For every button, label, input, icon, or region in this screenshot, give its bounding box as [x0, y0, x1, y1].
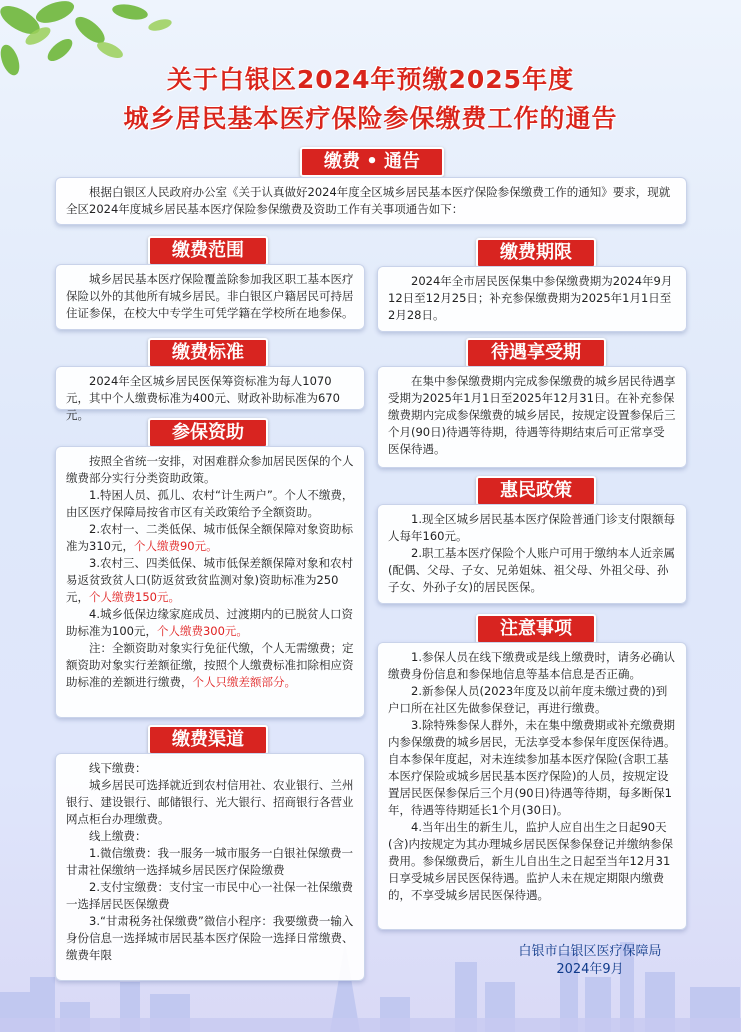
channel-online-3: 3.“甘肃税务社保缴费”微信小程序：我要缴费一输入身份信息一选择城市居民基本医疗保险一选择日常缴费、缴费年限	[66, 914, 354, 962]
notes-tag: 注意事项	[476, 614, 596, 644]
channel-box	[55, 753, 365, 981]
notes-item-3: 3.除特殊参保人群外，未在集中缴费期或补充缴费期内参保缴费的城乡居民，无法享受本参保年度医保待遇。自本参保年度起，对未连续参加基本医疗保险(含职工基本医疗保险或城乡居民基本医疗保险)的人员，按规定设置居民医保参保后三个月(90日)待遇等待期，每多断保1年，待遇等待期延长1个月(30日)。	[388, 718, 676, 817]
signature-date: 2024年9月	[556, 962, 624, 977]
aid-note-highlight: 个人只缴差额部分。	[192, 675, 296, 689]
standard-tag: 缴费标准	[148, 338, 268, 368]
period-box	[377, 266, 687, 332]
scope-box	[55, 264, 365, 330]
aid-item-3-amount: 个人缴费150元。	[89, 590, 180, 604]
notes-box	[377, 642, 687, 930]
aid-note: 注：全额资助对象实行免征代缴，个人无需缴费；定额资助对象实行差额征缴，按照个人缴费标准扣除相应资助标准的差额进行缴费，个人只缴差额部分。	[66, 641, 354, 689]
aid-item-4: 4.城乡低保边缘家庭成员、过渡期内的已脱贫人口资助标准为100元，个人缴费300元。	[66, 607, 353, 638]
policy-item-1: 1.现全区城乡居民基本医疗保险普通门诊支付限额每人每年160元。	[388, 512, 675, 543]
scope-tag: 缴费范围	[148, 236, 268, 266]
benefit-period-text: 在集中参保缴费期内完成参保缴费的城乡居民待遇享受期为2025年1月1日至2025年12月31日。在补充参保缴费期内完成参保缴费的城乡居民，按规定设置参保后三个月(90日)待遇等待期，待遇等待期结束后可正常享受医保待遇。	[388, 374, 676, 456]
period-tag: 缴费期限	[476, 238, 596, 268]
aid-item-2: 2.农村一、二类低保、城市低保全额保障对象资助标准为310元，个人缴费90元。	[66, 522, 353, 553]
benefit-period-tag: 待遇享受期	[466, 338, 606, 368]
aid-item-4-amount: 个人缴费300元。	[156, 624, 248, 638]
policy-box	[377, 504, 687, 604]
aid-intro: 按照全省统一安排，对困难群众参加居民医保的个人缴费部分实行分类资助政策。	[66, 454, 354, 485]
notice-tag: 缴费 • 通告	[300, 147, 444, 177]
aid-tag: 参保资助	[148, 418, 268, 448]
benefit-period-box	[377, 366, 687, 468]
channel-offline-title: 线下缴费：	[89, 761, 147, 775]
page-title-line-2: 城乡居民基本医疗保险参保缴费工作的通告	[123, 104, 618, 133]
policy-tag: 惠民政策	[476, 476, 596, 506]
standard-text: 2024年全区城乡居民医保筹资标准为每人1070元，其中个人缴费标准为400元、财政补助标准为670元。	[66, 374, 340, 422]
aid-item-3: 3.农村三、四类低保、城市低保差额保障对象和农村易返贫致贫人口(防返贫致贫监测对象)资助标准为250元，个人缴费150元。	[66, 556, 353, 604]
channel-online-2: 2.支付宝缴费：支付宝一市民中心一社保一社保缴费一选择居民医保缴费	[66, 880, 353, 911]
page-title-line-1: 关于白银区2024年预缴2025年度	[166, 65, 575, 94]
notes-item-4: 4.当年出生的新生儿，监护人应自出生之日起90天(含)内按规定为其办理城乡居民医保参保登记并缴纳参保费用。参保缴费后，新生儿自出生之日起至当年12月31日享受城乡居民医保待遇。监护人未在规定期限内缴费的，不享受城乡居民医保待遇。	[388, 820, 673, 902]
notice-text: 根据白银区人民政府办公室《关于认真做好2024年度全区城乡居民基本医疗保险参保缴费工作的通知》要求，现就全区2024年度城乡居民基本医疗保险参保缴费及资助工作有关事项通告如下：	[66, 185, 671, 216]
notes-item-2: 2.新参保人员(2023年度及以前年度未缴过费的)到户口所在社区先做参保登记，再进行缴费。	[388, 684, 668, 715]
channel-offline-text: 城乡居民可选择就近到农村信用社、农业银行、兰州银行、建设银行、邮储银行、光大银行、招商银行各营业网点柜台办理缴费。	[66, 778, 354, 826]
aid-item-1: 1.特困人员、孤儿、农村“计生两户”。个人不缴费，由区医疗保障局按省市区有关政策给予全额资助。	[66, 488, 354, 519]
notice-box	[55, 177, 687, 225]
scope-text: 城乡居民基本医疗保险覆盖除参加我区职工基本医疗保险以外的其他所有城乡居民。非白银区户籍居民可持居住证参保，在校大中专学生可凭学籍在学校所在地参保。	[66, 272, 354, 320]
aid-box	[55, 446, 365, 718]
channel-online-title: 线上缴费：	[89, 829, 147, 843]
standard-box	[55, 366, 365, 422]
policy-item-2: 2.职工基本医疗保险个人账户可用于缴纳本人近亲属(配偶、父母、子女、兄弟姐妹、祖父母、外祖父母、孙子女、外孙子女)的居民医保。	[388, 546, 675, 594]
channel-tag: 缴费渠道	[148, 725, 268, 755]
signature-org: 白银市白银区医疗保障局	[518, 944, 662, 959]
period-text: 2024年全市居民医保集中参保缴费期为2024年9月12日至12月25日；补充参保缴费期为2025年1月1日至2月28日。	[388, 274, 673, 322]
notes-item-1: 1.参保人员在线下缴费或是线上缴费时，请务必确认缴费身份信息和参保地信息等基本信息是否正确。	[388, 650, 675, 681]
channel-online-1: 1.微信缴费：我一服务一城市服务一白银社保缴费一甘肃社保缴纳一选择城乡居民医疗保险缴费	[66, 846, 353, 877]
aid-item-2-amount: 个人缴费90元。	[133, 539, 218, 553]
